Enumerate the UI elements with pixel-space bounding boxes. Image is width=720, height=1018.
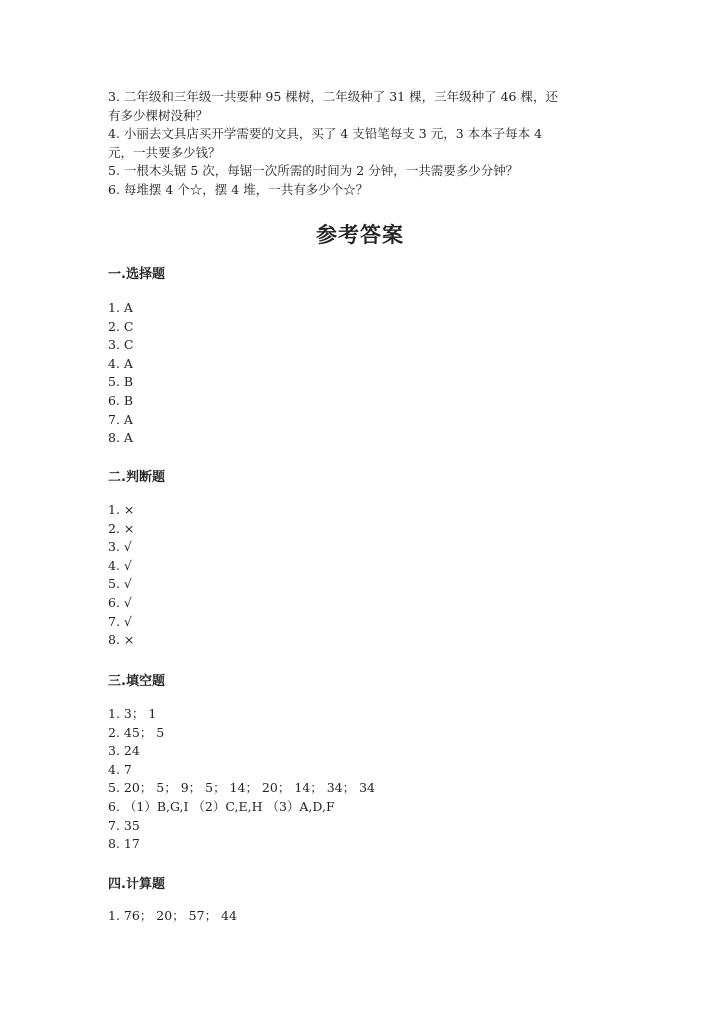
question-line: 5. 一根木头锯 5 次，每锯一次所需的时间为 2 分钟，一共需要多少分钟？ xyxy=(108,163,519,179)
question-line: 3. 二年级和三年级一共要种 95 棵树，二年级种了 31 棵，三年级种了 46 棵，还 xyxy=(108,89,558,104)
answer-item: 7. √ xyxy=(108,613,132,629)
question-line: 有多少棵树没种？ xyxy=(108,107,209,123)
answer-item: 5. √ xyxy=(108,576,132,592)
answer-list-choice xyxy=(108,299,133,448)
answer-item: 1. 3； 1 xyxy=(108,706,157,721)
answer-item: 8. A xyxy=(108,430,133,446)
answer-item: 3. 24 xyxy=(108,743,140,759)
question-line: 4. 小丽去文具店买开学需要的文具，买了 4 支铅笔每支 3 元，3 本本子每本 4 xyxy=(108,126,543,142)
section-heading-choice: 一.选择题 xyxy=(108,267,165,282)
answer-item: 1. A xyxy=(108,300,133,315)
question-list xyxy=(108,88,558,200)
answer-item: 8. × xyxy=(108,632,135,648)
answer-item: 6. B xyxy=(108,392,134,408)
question-line: 元，一共要多少钱？ xyxy=(108,144,221,160)
answer-item: 8. 17 xyxy=(108,836,140,852)
section-heading-calc: 四.计算题 xyxy=(108,877,165,892)
answer-item: 6. √ xyxy=(108,594,132,610)
answer-item: 2. × xyxy=(108,520,135,536)
answer-list-fill xyxy=(108,705,375,854)
answer-item: 3. √ xyxy=(108,539,132,555)
answer-item: 4. √ xyxy=(108,557,132,573)
answer-item: 6. （1）B,G,I （2）C,E,H （3）A,D,F xyxy=(108,798,335,814)
section-heading-judge: 二.判断题 xyxy=(108,470,165,485)
answer-item: 2. 45； 5 xyxy=(108,724,165,740)
answer-item: 2. C xyxy=(108,318,134,334)
answer-list-judge xyxy=(108,501,134,650)
answer-item: 1. × xyxy=(108,502,135,517)
answer-item: 5. 20； 5； 9； 5； 14； 20； 14； 34； 34 xyxy=(108,780,375,796)
answer-item: 1. 76； 20； 57； 44 xyxy=(108,908,237,923)
answer-item: 7. A xyxy=(108,411,133,427)
answer-item: 4. A xyxy=(108,355,133,371)
answer-list-calc xyxy=(108,907,237,926)
answer-item: 4. 7 xyxy=(108,761,132,777)
section-heading-fill: 三.填空题 xyxy=(108,674,165,689)
question-line: 6. 每堆摆 4 个☆，摆 4 堆，一共有多少个☆？ xyxy=(108,181,369,197)
answer-item: 7. 35 xyxy=(108,817,140,833)
answer-title: 参考答案 xyxy=(316,223,404,247)
answer-item: 5. B xyxy=(108,374,134,390)
answer-item: 3. C xyxy=(108,337,134,353)
